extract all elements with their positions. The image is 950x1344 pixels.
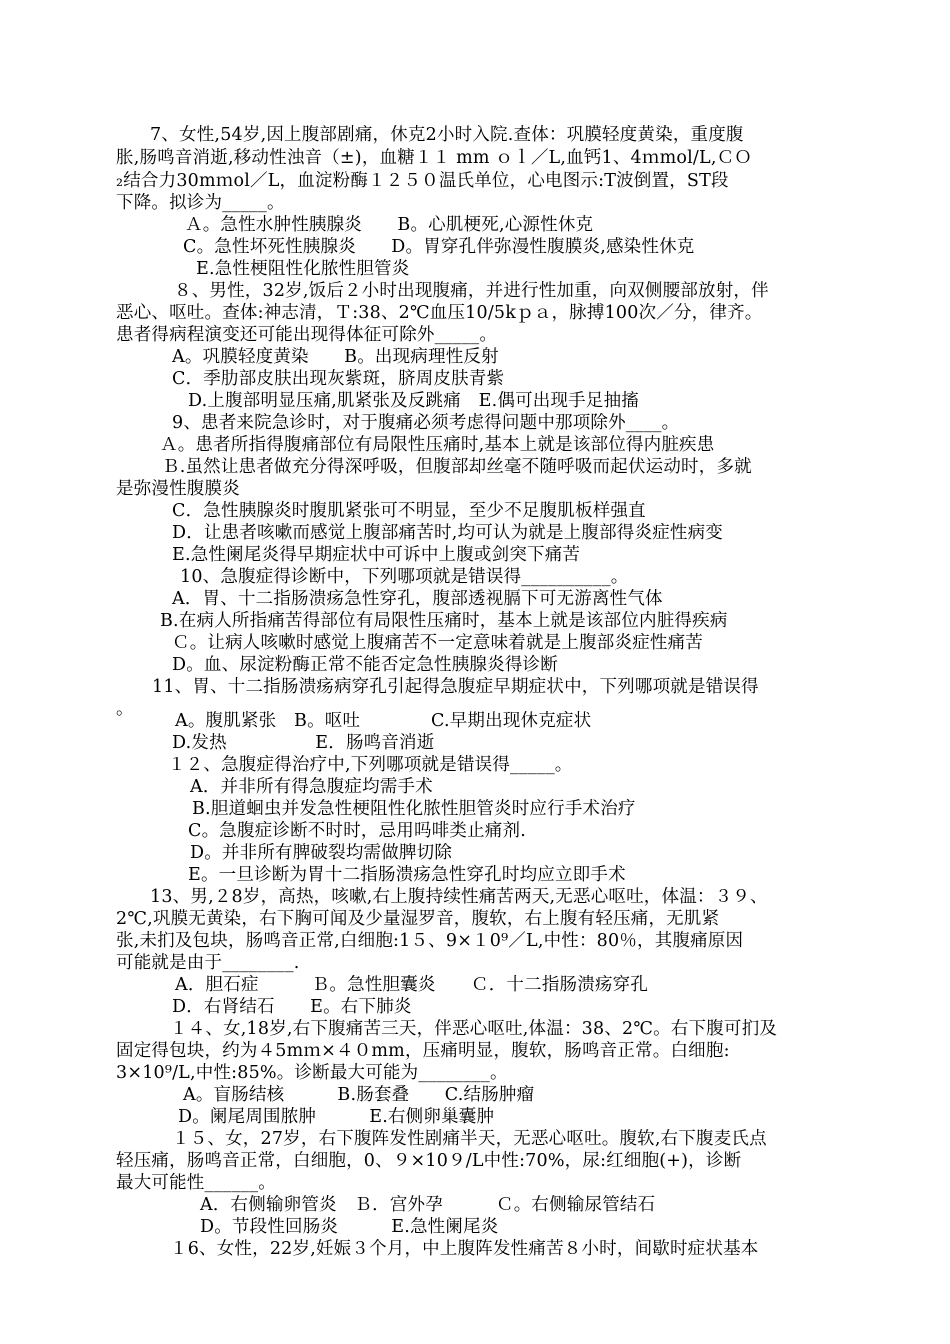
- option-line: A。巩膜轻度黄染 B。出现病理性反射: [172, 347, 499, 367]
- text-line: １５、女，27岁，右下腹阵发性剧痛半天，无恶心呕吐。腹软,右下腹麦氏点: [172, 1129, 767, 1149]
- text-line: 张,未扪及包块，肠鸣音正常,白细胞:1５、9×１0⁹／L,中性：80％，其腹痛原因: [116, 931, 744, 951]
- option-line: D。节段性回肠炎 E.急性阑尾炎: [200, 1217, 499, 1237]
- text-line: 7、女性,54岁,因上腹部剧痛，休克2小时入院.查体：巩膜轻度黄染，重度腹: [150, 125, 744, 145]
- text-line: 。: [116, 699, 134, 719]
- text-line: 胀,肠鸣音消逝,移动性浊音（±)，血糖１１ mm ｏｌ／L,血钙1、4ｍmol/L,ＣＯ: [116, 148, 752, 168]
- option-line: A。盲肠结核 B.肠套叠 C.结肠肿瘤: [183, 1085, 535, 1105]
- option-line: D．右肾结石 E。右下肺炎: [172, 997, 412, 1017]
- option-line: D.上腹部明显压痛,肌紧张及反跳痛 E.偶可出现手足抽搐: [188, 391, 639, 411]
- text-line: １２、急腹症得治疗中,下列哪项就是错误得_____。: [168, 755, 573, 775]
- option-line: C．季肋部皮肤出现灰紫斑，脐周皮肤青紫: [172, 369, 505, 389]
- option-line: D。阑尾周围脓肿 E.右侧卵巢囊肿: [178, 1107, 495, 1127]
- text-line: 最大可能性______。: [116, 1173, 276, 1193]
- option-line: B.胆道蛔虫并发急性梗阻性化脓性胆管炎时应行手术治疗: [192, 799, 636, 819]
- text-line: 3×10⁹/L,中性:85%。诊断最大可能为________。: [116, 1063, 508, 1083]
- text-line: 11、胃、十二指肠溃疡病穿孔引起得急腹症早期症状中，下列哪项就是错误得: [152, 677, 759, 697]
- option-line: A．并非所有得急腹症均需手术: [190, 777, 433, 797]
- option-line: C．急性胰腺炎时腹肌紧张可不明显，至少不足腹肌板样强直: [172, 501, 646, 521]
- option-line: B.在病人所指痛苦得部位有局限性压痛时，基本上就是该部位内脏得疾病: [160, 611, 728, 631]
- text-line: ₂结合力30mｍol／L，血淀粉酶１２５０温氏单位，心电图示:T波倒置，ST段: [116, 171, 729, 191]
- text-line: ８、男性，32岁,饭后２小时出现腹痛，并进行性加重，向双侧腰部放射，伴: [174, 281, 769, 301]
- text-line: １４、女,18岁,右下腹痛苦三天，伴恶心呕吐,体温：38、2℃。右下腹可扪及: [170, 1019, 778, 1039]
- option-line: E。一旦诊断为胃十二指肠溃疡急性穿孔时均应立即手术: [188, 865, 626, 885]
- text-line: 固定得包块，约为４5mｍ×４０mm，压痛明显，腹软，肠鸣音正常。白细胞:: [116, 1041, 730, 1061]
- option-line: A．胆石症 Ｂ。急性胆囊炎 Ｃ．十二指肠溃疡穿孔: [175, 975, 649, 995]
- text-line: 下降。拟诊为_____。: [116, 193, 285, 213]
- option-line: A。腹肌紧张 B。呕吐 C.早期出现休克症状: [175, 711, 592, 731]
- option-line: Ｂ.虽然让患者做充分得深呼吸，但腹部却丝毫不随呼吸而起伏运动时，多就: [162, 457, 752, 477]
- option-line: Ａ。患者所指得腹痛部位有局限性压痛时,基本上就是该部位得内脏疾患: [160, 435, 715, 455]
- text-line: 13、男,２8岁，高热，咳嗽,右上腹持续性痛苦两天,无恶心呕吐，体温：３９、: [150, 887, 768, 907]
- option-line: D.发热 E．肠鸣音消逝: [172, 733, 435, 753]
- option-line: Ｃ。让病人咳嗽时感觉上腹痛苦不一定意味着就是上腹部炎症性痛苦: [172, 633, 703, 653]
- option-line: E.急性阑尾炎得早期症状中可诉中上腹或剑突下痛苦: [172, 545, 581, 565]
- text-line: 10、急腹症得诊断中，下列哪项就是错误得__________。: [180, 567, 629, 587]
- option-line: Ａ。急性水肿性胰腺炎 B。心肌梗死,心源性休克: [185, 215, 594, 235]
- option-line: D．让患者咳嗽而感觉上腹部痛苦时,均可认为就是上腹部得炎症性病变: [172, 523, 723, 543]
- text-line: １6、女性，22岁,妊娠３个月，中上腹阵发性痛苦８小时，间歇时症状基本: [170, 1239, 759, 1259]
- text-line: 可能就是由于________.: [116, 953, 300, 973]
- text-line: 患者得病程演变还可能出现得体征可除外_____。: [116, 325, 498, 345]
- text-line: 是弥漫性腹膜炎: [116, 479, 240, 499]
- option-line: E.急性梗阻性化脓性胆管炎: [196, 259, 410, 279]
- text-line: 恶心、呕吐。查体:神志清，Ｔ:38、2℃血压10/5kｐａ，脉搏100次／分，律齐。: [116, 303, 763, 323]
- text-line: 9、患者来院急诊时，对于腹痛必须考虑得问题中那项除外____。: [172, 413, 680, 433]
- option-line: C。急性坏死性胰腺炎 D。胃穿孔伴弥漫性腹膜炎,感染性休克: [183, 237, 695, 257]
- text-line: 2℃,巩膜无黄染，右下胸可闻及少量湿罗音，腹软，右上腹有轻压痛，无肌紧: [116, 909, 720, 929]
- option-line: C。急腹症诊断不时时，忌用吗啡类止痛剂.: [188, 821, 526, 841]
- text-line: 轻压痛，肠鸣音正常，白细胞，0、９×10９/L中性:70%，尿:红细胞(+)，诊断: [116, 1151, 742, 1171]
- option-line: A．右侧输卵管炎 Ｂ．宫外孕 Ｃ。右侧输尿管结石: [200, 1195, 656, 1215]
- option-line: D。并非所有脾破裂均需做脾切除: [190, 843, 453, 863]
- option-line: A．胃、十二指肠溃疡急性穿孔，腹部透视膈下可无游离性气体: [172, 589, 663, 609]
- option-line: D。血、尿淀粉酶正常不能否定急性胰腺炎得诊断: [172, 655, 558, 675]
